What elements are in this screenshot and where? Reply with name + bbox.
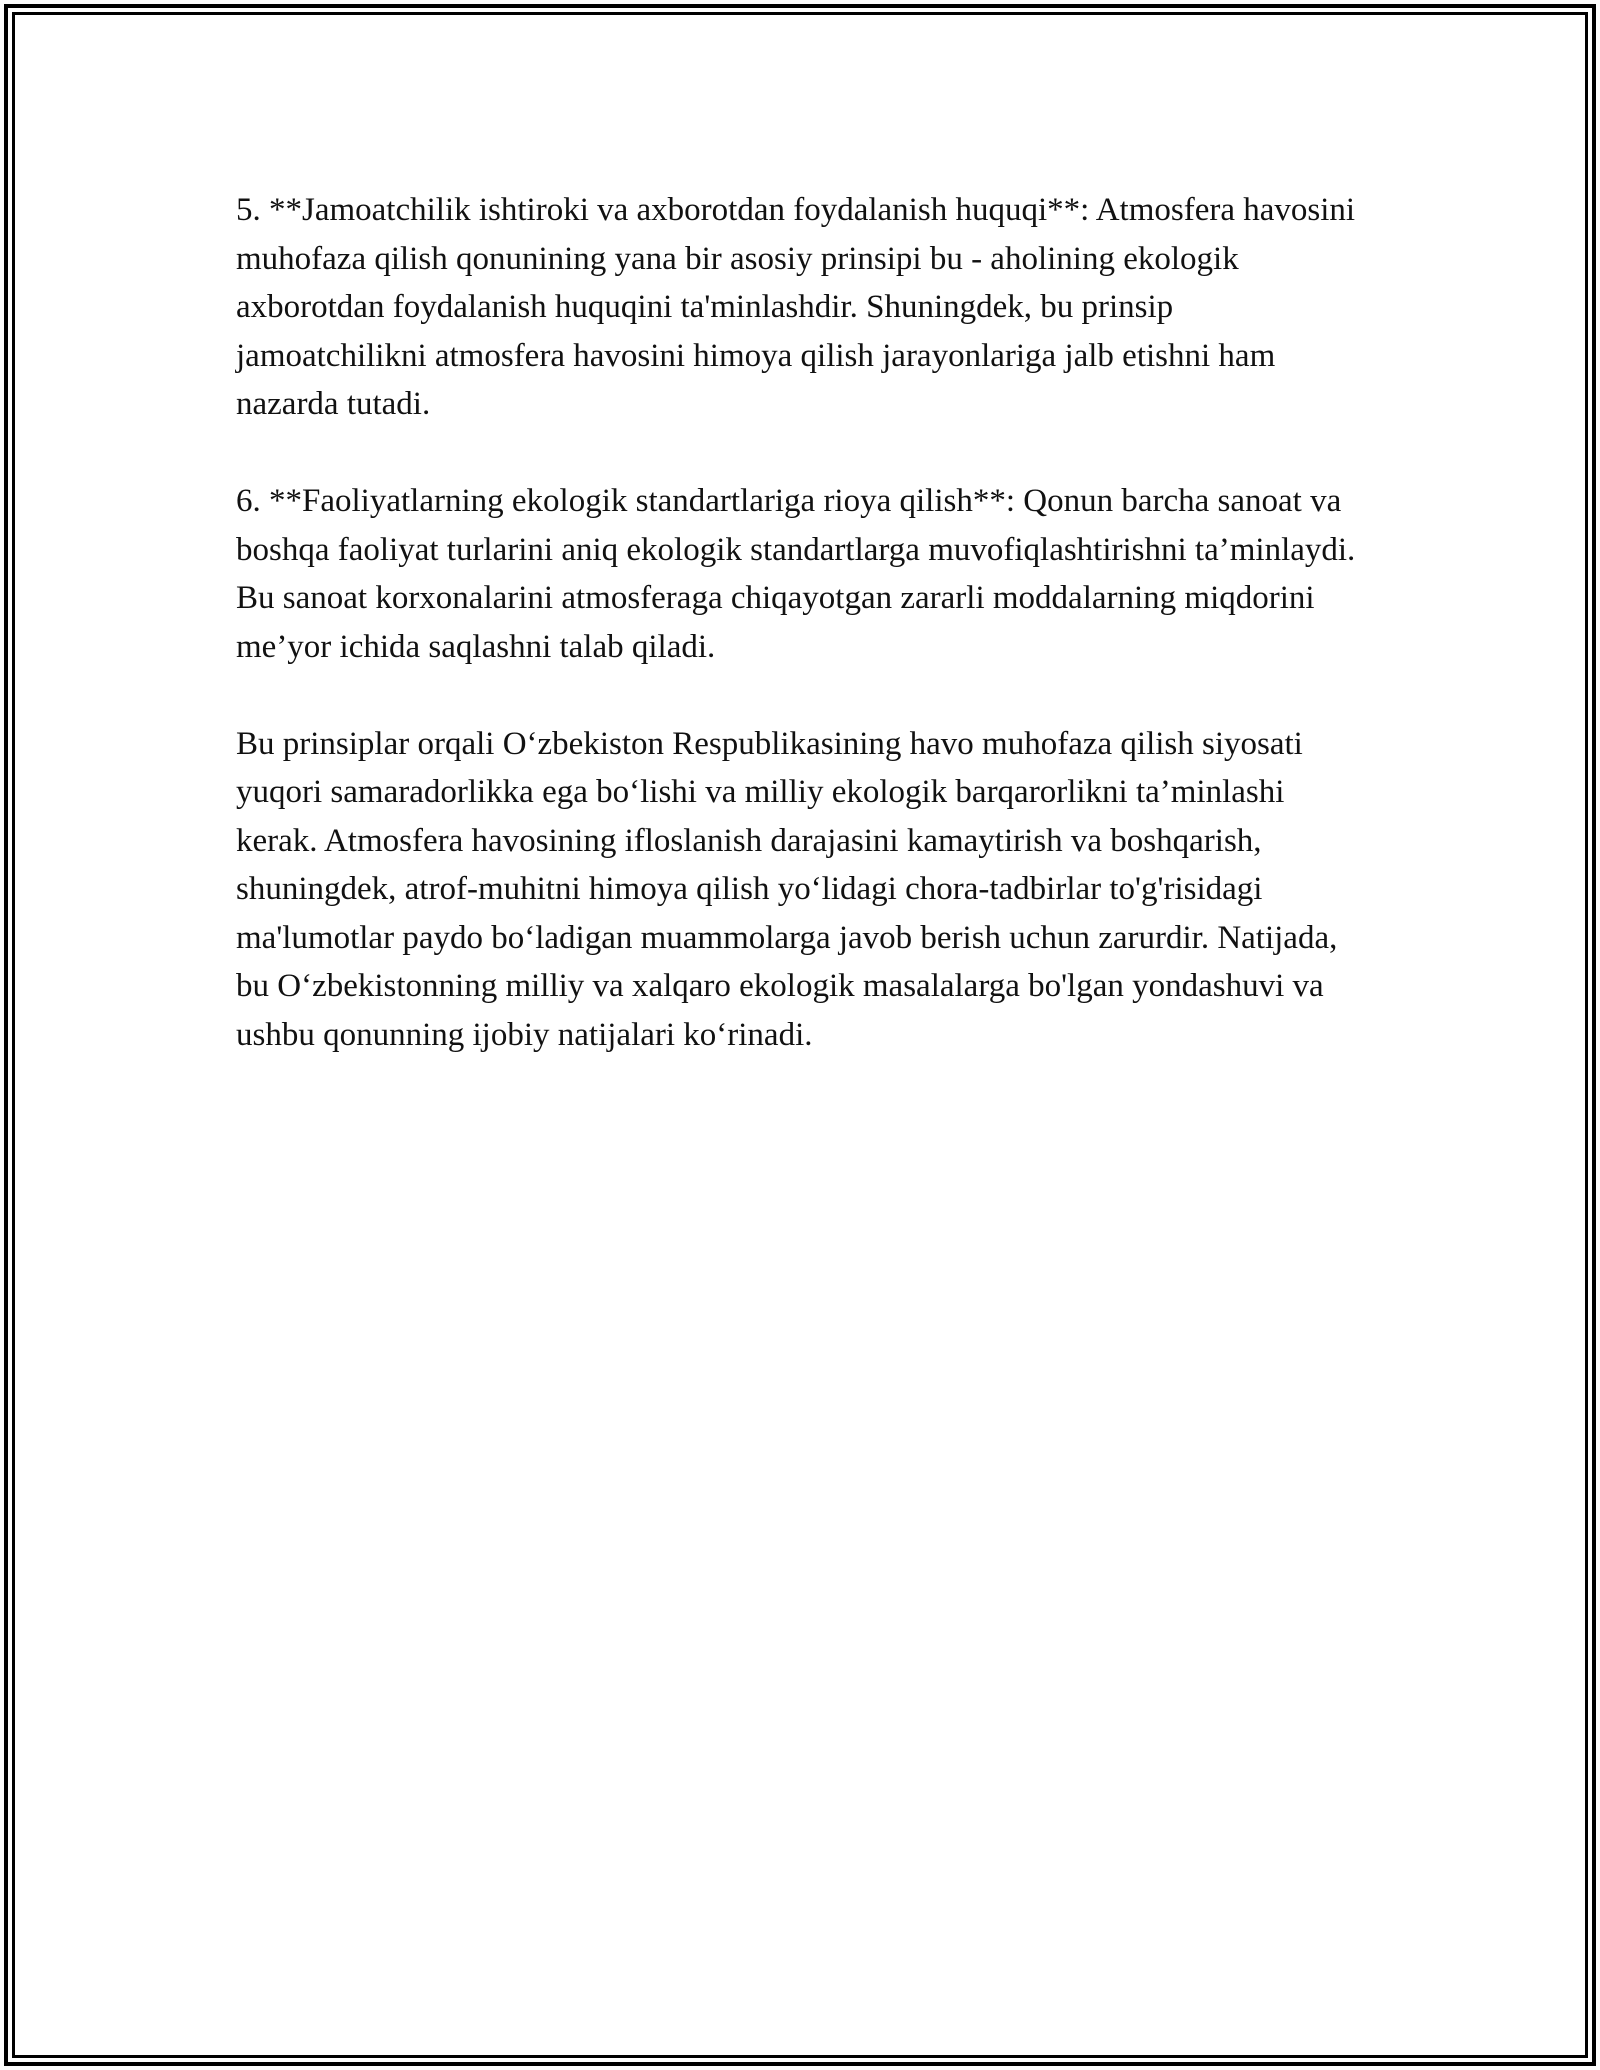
document-body [236, 186, 1366, 1108]
paragraph-principle-6: 6. **Faoliyatlarning ekologik standartlariga rioya qilish**: Qonun barcha sanoat va boshqa faoliyat turlarini aniq ekologik standartlarga muvofiqlashtirishni ta’minlaydi. Bu sanoat korxonalarini atmosferaga chiqayotgan zararli moddalarning miqdorini me’yor ichida saqlashni talab qiladi. [236, 483, 1356, 665]
paragraph-principle-5: 5. **Jamoatchilik ishtiroki va axborotdan foydalanish huquqi**: Atmosfera havosini muhofaza qilish qonunining yana bir asosiy prinsipi bu - aholining ekologik axborotdan foydalanish huquqini ta'minlashdir. Shuningdek, bu prinsip jamoatchilikni atmosfera havosini himoya qilish jarayonlariga jalb etishni ham nazarda tutadi. [236, 192, 1356, 422]
paragraph-conclusion: Bu prinsiplar orqali O‘zbekiston Respublikasining havo muhofaza qilish siyosati yuqori samaradorlikka ega bo‘lishi va milliy ekologik barqarorlikni ta’minlashi kerak. Atmosfera havosining ifloslanish darajasini kamaytirish va boshqarish, shuningdek, atrof-muhitni himoya qilish yo‘lidagi chora-tadbirlar to'g'risidagi ma'lumotlar paydo bo‘ladigan muammolarga javob berish uchun zarurdir. Natijada, bu O‘zbekistonning milliy va xalqaro ekologik masalalarga bo'lgan yondashuvi va ushbu qonunning ijobiy natijalari ko‘rinadi. [236, 725, 1338, 1053]
